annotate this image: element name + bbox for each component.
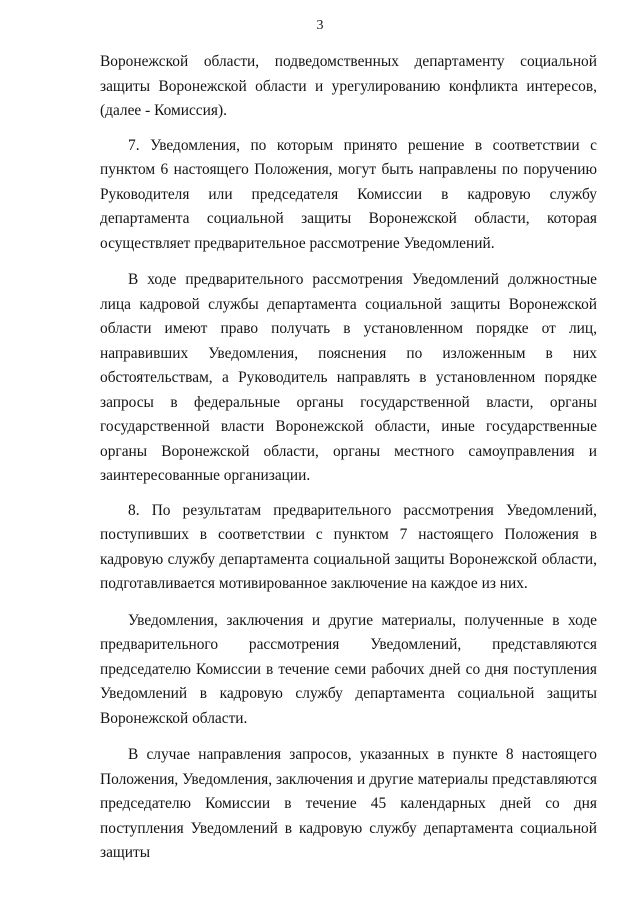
paragraph-preliminary-review: В ходе предварительного рассмотрения Уведомлений должностные лица кадровой службы департамента социальной защиты Воронежской области имеют право получать в установленном порядке от лиц, направивших Уведомления, пояснения по изложенным в них обстоятельствам, а Руководитель направлять в установленном порядке запросы в федеральные органы государственной власти, органы государственной власти Воронежской области, иные государственные органы Воронежской области, органы местного самоуправления и заинтересованные организации. xyxy=(100,271,597,484)
paragraph-item-7: 7. Уведомления, по которым принято решение в соответствии с пунктом 6 настоящего Положения, могут быть направлены по поручению Руководителя или председателя Комиссии в кадровую службу департамента социальной защиты Воронежской области, которая осуществляет предварительное рассмотрение Уведомлений. xyxy=(100,136,597,252)
paragraph-requests-case: В случае направления запросов, указанных в пункте 8 настоящего Положения, Уведомления, заключения и другие материалы представляются председателю Комиссии в течение 45 календарных дней со дня поступления Уведомлений в кадровую службу департамента социальной защиты xyxy=(100,746,597,861)
paragraph-item-8: 8. По результатам предварительного рассмотрения Уведомлений, поступивших в соответствии с пунктом 7 настоящего Положения в кадровую службу департамента социальной защиты Воронежской области, подготавливается мотивированное заключение на каждое из них. xyxy=(100,501,597,592)
paragraph-continuation: Воронежской области, подведомственных департаменту социальной защиты Воронежской области и урегулированию конфликта интересов, (далее - Комиссия). xyxy=(100,53,597,119)
page-number: 3 xyxy=(316,18,324,33)
document-body xyxy=(100,50,597,866)
paragraph-materials-submission: Уведомления, заключения и другие материалы, полученные в ходе предварительного рассмотрения Уведомлений, представляются председателю Комиссии в течение семи рабочих дней со дня поступления Уведомлений в кадровую службу департамента социальной защиты Воронежской области. xyxy=(100,611,597,727)
